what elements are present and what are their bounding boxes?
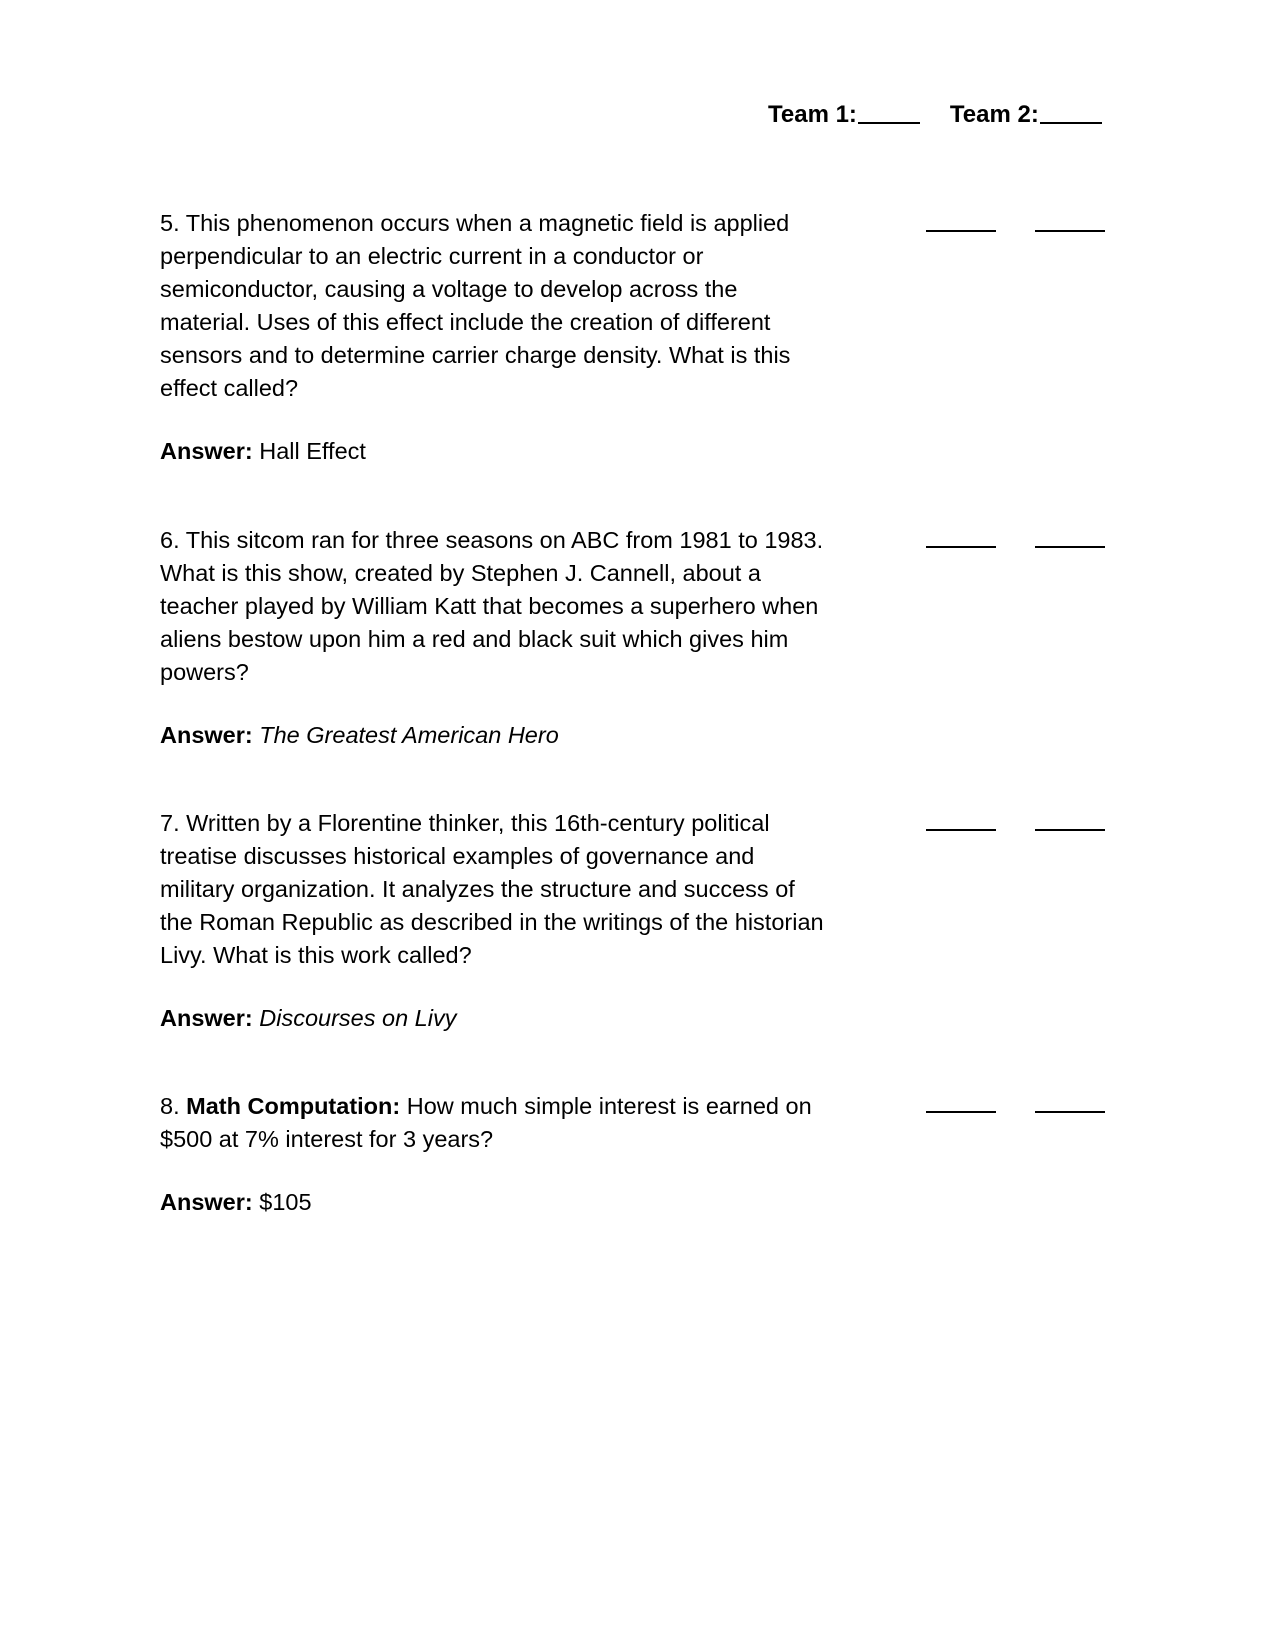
team-1-score-line (926, 230, 996, 232)
team-2-score-line (1035, 829, 1105, 831)
answer-label: Answer: (160, 722, 253, 748)
answer-value: $105 (259, 1189, 312, 1215)
answer-label: Answer: (160, 1005, 253, 1031)
answer-line (160, 1186, 840, 1219)
team-1-score-blank (858, 122, 920, 124)
answer-value: Discourses on Livy (259, 1005, 457, 1031)
answer-label: Answer: (160, 438, 253, 464)
question-text (160, 207, 830, 405)
question-number: 6. (160, 527, 180, 553)
question-8 (160, 1090, 840, 1219)
team-1-score-line (926, 546, 996, 548)
team-2-score (950, 101, 1102, 129)
answer-value: The Greatest American Hero (259, 722, 559, 748)
team-1-score (768, 101, 920, 129)
question-text (160, 1090, 830, 1156)
team-2-score-line (1035, 1111, 1105, 1113)
question-body: Written by a Florentine thinker, this 16th-century political treatise discusses historical examples of governance and military organization. It analyzes the structure and success of the Roman Republic as described in the writings of the historian Livy. What is this work called? (160, 810, 824, 968)
answer-line (160, 435, 840, 468)
team-2-score-blank (1040, 122, 1102, 124)
question-body: How much simple interest is earned on $500 at 7% interest for 3 years? (160, 1093, 812, 1152)
team-1-score-line (926, 1111, 996, 1113)
question-number: 8. (160, 1093, 180, 1119)
question-5 (160, 207, 840, 468)
answer-line (160, 1002, 840, 1035)
question-category: Math Computation: (186, 1093, 401, 1119)
team-1-label: Team 1: (768, 101, 857, 128)
team-score-header (768, 101, 1102, 129)
question-7 (160, 807, 840, 1035)
team-2-label: Team 2: (949, 101, 1039, 128)
question-number: 5. (160, 210, 180, 236)
answer-line (160, 719, 840, 752)
team-2-score-line (1035, 230, 1105, 232)
question-text (160, 524, 830, 689)
question-body: This phenomenon occurs when a magnetic field is applied perpendicular to an electric current in a conductor or semiconductor, causing a voltage to develop across the material. Uses of this effect include the creation of different sensors and to determine carrier charge density. What is this effect called? (160, 210, 791, 401)
question-text (160, 807, 830, 972)
question-body: This sitcom ran for three seasons on ABC from 1981 to 1983. What is this show, created by Stephen J. Cannell, about a teacher played by William Katt that becomes a superhero when aliens bestow upon him a red and black suit which gives him powers? (160, 527, 824, 685)
question-6 (160, 524, 840, 752)
team-2-score-line (1035, 546, 1105, 548)
answer-value: Hall Effect (259, 438, 366, 464)
team-1-score-line (926, 829, 996, 831)
question-number: 7. (160, 810, 180, 836)
answer-label: Answer: (160, 1189, 253, 1215)
